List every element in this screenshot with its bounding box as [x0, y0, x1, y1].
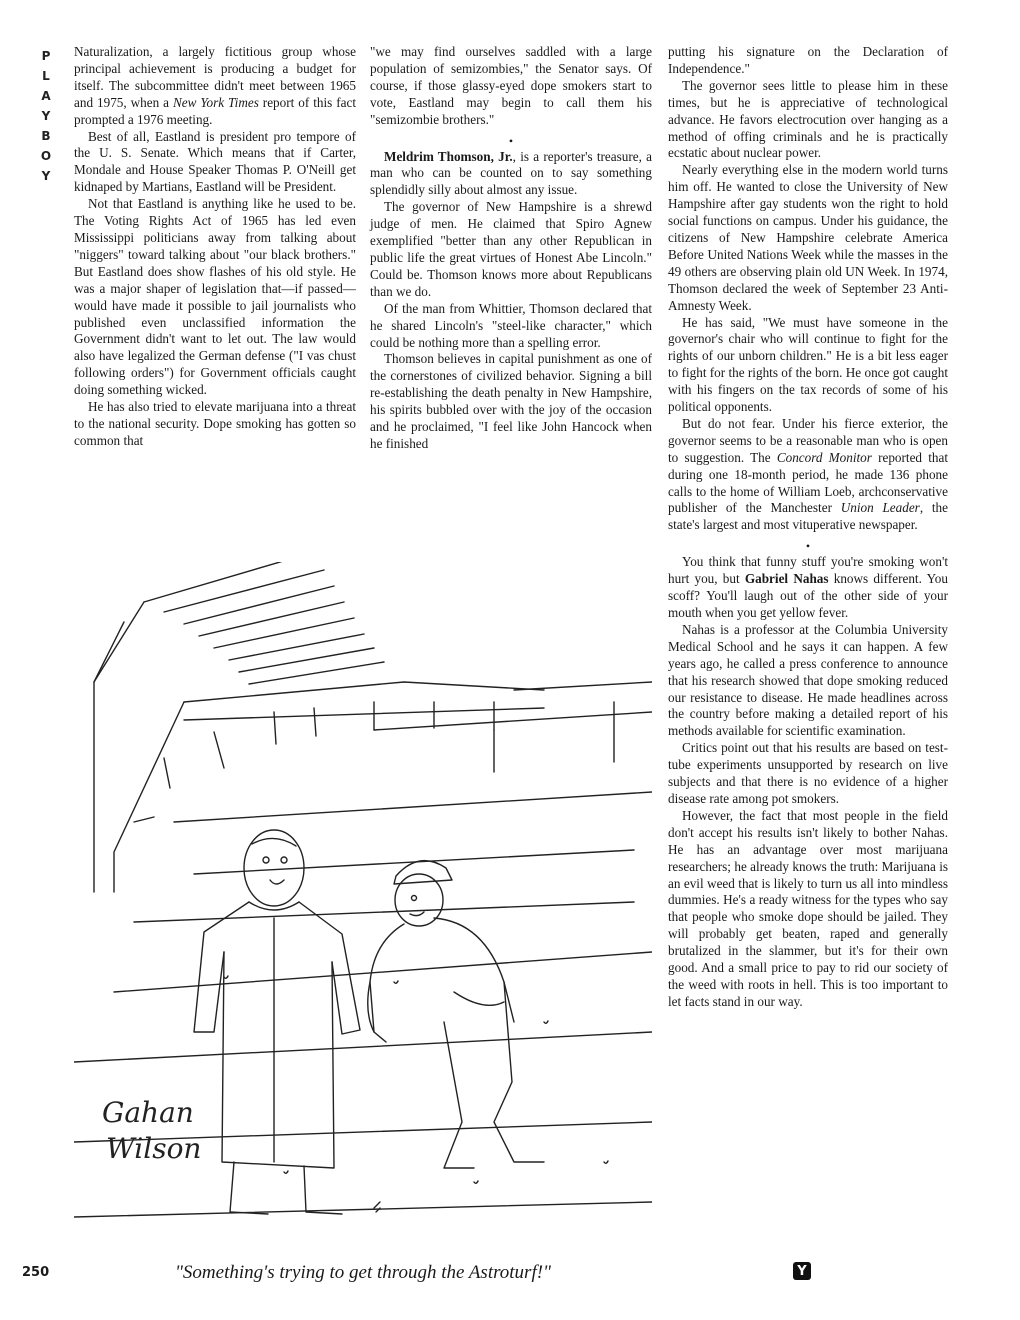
page-number: 250 — [22, 1265, 50, 1280]
paragraph: putting his signature on the Declaration of Independence." — [668, 44, 948, 76]
paragraph: He has said, "We must have someone in the governor's chair who will continue to fight for the rights of our unborn children." He is a bit less eager to fight for the rights of the born. He once got caught with his fingers on the tax records of some of his political opponents. — [668, 314, 948, 415]
cartoon-caption: "Something's trying to get through the Astroturf!" — [174, 1262, 552, 1283]
section-bullet: • — [805, 539, 811, 554]
text-column-3 — [668, 44, 948, 1011]
artist-signature: Wilson — [106, 1132, 202, 1165]
end-mark-icon: Y — [793, 1262, 811, 1280]
paragraph: Naturalization, a largely fictitious group whose principal achievement is producing a budget for itself. The subcommittee didn't meet between 1965 and 1975, when a New York Times report of this fact prompted a 1976 meeting. — [74, 44, 356, 127]
paragraph: Of the man from Whittier, Thomson declared that he shared Lincoln's "steel-like character," which could be nothing more than a spelling error. — [370, 300, 652, 350]
cartoon-illustration — [74, 562, 652, 1262]
paragraph: Nearly everything else in the modern world turns him off. He wanted to close the University of New Hampshire after gay students won the right to hold social functions on campus. Under his guidance, the citizens of New Hampshire celebrate America Before United Nations Week while the masses in the 49 others are observing plain old UN Week. In 1974, Thomson declared the week of September 23 Anti-Amnesty Week. — [668, 162, 948, 313]
masthead-letter: O — [40, 149, 52, 163]
text-column-1 — [74, 44, 356, 450]
paragraph: You think that funny stuff you're smoking won't hurt you, but Gabriel Nahas knows different. You scoff? You'll laugh out of the other side of your mouth when you get yellow fever. — [668, 554, 948, 620]
paragraph: Meldrim Thomson, Jr., is a reporter's treasure, a man who can be counted on to say something splendidly silly about almost any issue. — [370, 148, 652, 198]
masthead-letter: B — [41, 129, 51, 143]
section-bullet: • — [508, 133, 514, 148]
stadium-stands — [94, 562, 652, 892]
paragraph: Thomson believes in capital punishment as one of the cornerstones of civilized behavior. Signing a bill re-establishing the death penalty in New Hampshire, his spirits bubbled over with the joy of the occasion and he proclaimed, "I feel like John Hancock when he finished — [370, 351, 652, 451]
paragraph: But do not fear. Under his fierce exterior, the governor seems to be a reasonable man who is open to suggestion. The Concord Monitor reported that during one 18-month period, he made 136 phone calls to the home of William Loeb, archconservative publisher of the Manchester Union Leader, the state's largest and most vituperative newspaper. — [668, 415, 948, 533]
paragraph: "we may find ourselves saddled with a large population of semizombies," the Senator says. Of course, if those glassy-eyed dope smokers start to vote, Eastland may begin to call them his "semizombie brothers." — [370, 44, 652, 127]
man-in-coat-figure — [194, 830, 360, 1214]
masthead-letter: P — [41, 49, 51, 63]
paragraph: Best of all, Eastland is president pro tempore of the U. S. Senate. Which means that if Carter, Mondale and House Speaker Thomas P. O'Neill get kidnaped by Martians, Eastland will be President. — [74, 128, 356, 195]
paragraph: The governor sees little to please him in these times, but he is appreciative of technological advance. He favors electrocution over hanging as a method of offing criminals and he is practically ecstatic about nuclear power. — [668, 77, 948, 161]
paragraph: Not that Eastland is anything like he used to be. The Voting Rights Act of 1965 has led even Mississippi politicians away from talking about "niggers" toward talking about "our black brothers." But Eastland does show flashes of his old style. He was a major shaper of legislation that—if passed—would have made it possible to jail journalists who published even unclassified information the Government didn't want to let out. The law would also have legalized the German defense ("I vas chust following orders") for Government officials caught doing something wicked. — [74, 196, 356, 398]
text-column-2 — [370, 44, 652, 453]
masthead-letter: A — [41, 89, 51, 103]
paragraph: The governor of New Hampshire is a shrewd judge of men. He claimed that Spiro Agnew exemplified "better than any other Republican in public life the great virtues of Honest Abe Lincoln." Could be. Thomson knows more about Republicans than we do. — [370, 199, 652, 299]
turf-hole — [374, 1202, 380, 1212]
artist-signature: Gahan — [102, 1096, 194, 1129]
magazine-masthead — [38, 46, 54, 186]
paragraph: He has also tried to elevate marijuana into a threat to the national security. Dope smoking has gotten so common that — [74, 399, 356, 448]
paragraph: Nahas is a professor at the Columbia University Medical School and he says it can happen. A few years ago, he called a press conference to announce that his research showed that dope smoking reduced our resistance to disease. He made headlines across the country before making a detailed report of his methods available for scientific examination. — [668, 621, 948, 739]
masthead-letter: Y — [41, 169, 51, 183]
paragraph: However, the fact that most people in the field don't accept his results isn't likely to bother Nahas. He has an advantage over most marijuana researchers; he already knows the truth: Marijuana is an evil weed that is likely to turn us all into mindless dummies. He's a ready witness for the types who say that people who smoke dope should be jailed. They will probably get beaten, raped and generally brutalized in the slammer, but it's for their own good. And a small price to pay to rid our society of the weed with roots in hell. This is too important to let facts stand in our way. — [668, 807, 948, 1009]
masthead-letter: L — [42, 69, 50, 83]
paragraph: Critics point out that his results are based on test-tube experiments unsupported by research on live subjects and that there is no evidence of a higher disease rate among pot smokers. — [668, 740, 948, 806]
masthead-letter: Y — [41, 109, 51, 123]
